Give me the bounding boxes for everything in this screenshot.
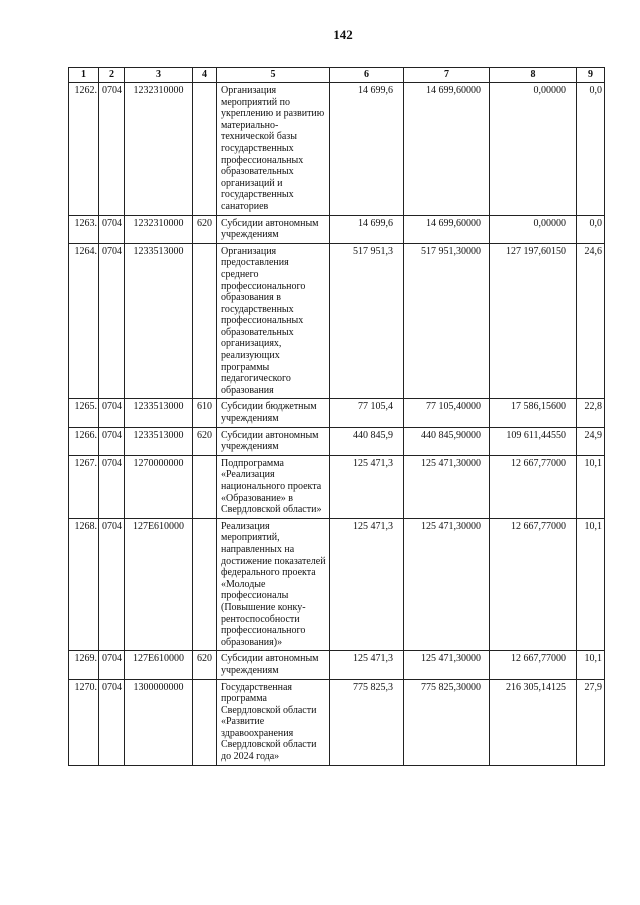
value-col6: 14 699,6 [330, 83, 404, 216]
item-name: Субсидии автономным учреждениям [217, 427, 330, 455]
expense-type: 620 [193, 427, 217, 455]
target-code: 127E610000 [125, 651, 193, 679]
value-col6: 125 471,3 [330, 518, 404, 651]
row-number: 1263. [69, 215, 99, 243]
section-code: 0704 [99, 651, 125, 679]
value-col6: 77 105,4 [330, 399, 404, 427]
section-code: 0704 [99, 455, 125, 518]
table-row [69, 427, 605, 455]
percent-col9: 24,6 [577, 243, 605, 399]
section-code: 0704 [99, 215, 125, 243]
column-header: 7 [404, 68, 490, 83]
row-number: 1268. [69, 518, 99, 651]
table-row [69, 455, 605, 518]
item-name: Реализация мероприятий, направленных на достижение показателей федерального проекта «Молодые профессионалы (Повышение конку-рентоспособности профессионального образования)» [217, 518, 330, 651]
value-col6: 14 699,6 [330, 215, 404, 243]
column-header: 8 [490, 68, 577, 83]
item-name: Субсидии бюджетным учреждениям [217, 399, 330, 427]
expense-type: 620 [193, 215, 217, 243]
table-row [69, 518, 605, 651]
expense-type [193, 83, 217, 216]
header-row [69, 68, 605, 83]
section-code: 0704 [99, 427, 125, 455]
row-number: 1262. [69, 83, 99, 216]
section-code: 0704 [99, 679, 125, 765]
value-col7: 125 471,30000 [404, 651, 490, 679]
column-header: 1 [69, 68, 99, 83]
target-code: 1270000000 [125, 455, 193, 518]
value-col7: 440 845,90000 [404, 427, 490, 455]
column-header: 2 [99, 68, 125, 83]
value-col8: 12 667,77000 [490, 651, 577, 679]
table-row [69, 215, 605, 243]
item-name: Государственная программа Свердловской области «Развитие здравоохранения Свердловской области до 2024 года» [217, 679, 330, 765]
value-col6: 440 845,9 [330, 427, 404, 455]
budget-table [68, 67, 605, 766]
page-number: 142 [333, 27, 353, 42]
expense-type [193, 518, 217, 651]
value-col6: 125 471,3 [330, 455, 404, 518]
target-code: 1233513000 [125, 243, 193, 399]
section-code: 0704 [99, 83, 125, 216]
item-name: Подпрограмма «Реализация национального проекта «Образование» в Свердловской области» [217, 455, 330, 518]
row-number: 1266. [69, 427, 99, 455]
expense-type [193, 455, 217, 518]
item-name: Субсидии автономным учреждениям [217, 651, 330, 679]
percent-col9: 10,1 [577, 651, 605, 679]
column-header: 9 [577, 68, 605, 83]
value-col7: 14 699,60000 [404, 83, 490, 216]
percent-col9: 0,0 [577, 83, 605, 216]
table-row [69, 83, 605, 216]
target-code: 1300000000 [125, 679, 193, 765]
value-col8: 0,00000 [490, 83, 577, 216]
percent-col9: 10,1 [577, 455, 605, 518]
item-name: Субсидии автономным учреждениям [217, 215, 330, 243]
percent-col9: 10,1 [577, 518, 605, 651]
section-code: 0704 [99, 399, 125, 427]
target-code: 127E610000 [125, 518, 193, 651]
expense-type [193, 243, 217, 399]
value-col8: 216 305,14125 [490, 679, 577, 765]
row-number: 1267. [69, 455, 99, 518]
table-row [69, 651, 605, 679]
value-col8: 127 197,60150 [490, 243, 577, 399]
section-code: 0704 [99, 243, 125, 399]
value-col7: 14 699,60000 [404, 215, 490, 243]
percent-col9: 27,9 [577, 679, 605, 765]
row-number: 1264. [69, 243, 99, 399]
table-row [69, 243, 605, 399]
row-number: 1269. [69, 651, 99, 679]
row-number: 1270. [69, 679, 99, 765]
value-col7: 77 105,40000 [404, 399, 490, 427]
item-name: Организация мероприятий по укреплению и развитию материально-технической базы государственных профессиональных образовательных организаций и государственных санаториев [217, 83, 330, 216]
value-col8: 109 611,44550 [490, 427, 577, 455]
item-name: Организация предоставления среднего профессионального образования в государственных профессиональных образовательных организациях, реализующих программы педагогического образования [217, 243, 330, 399]
value-col6: 517 951,3 [330, 243, 404, 399]
expense-type: 620 [193, 651, 217, 679]
expense-type [193, 679, 217, 765]
percent-col9: 22,8 [577, 399, 605, 427]
target-code: 1232310000 [125, 83, 193, 216]
value-col7: 775 825,30000 [404, 679, 490, 765]
target-code: 1233513000 [125, 399, 193, 427]
column-header: 4 [193, 68, 217, 83]
column-header: 3 [125, 68, 193, 83]
table-row [69, 679, 605, 765]
row-number: 1265. [69, 399, 99, 427]
expense-type: 610 [193, 399, 217, 427]
value-col6: 775 825,3 [330, 679, 404, 765]
value-col8: 0,00000 [490, 215, 577, 243]
value-col8: 12 667,77000 [490, 455, 577, 518]
value-col7: 125 471,30000 [404, 455, 490, 518]
target-code: 1232310000 [125, 215, 193, 243]
table-row [69, 399, 605, 427]
percent-col9: 24,9 [577, 427, 605, 455]
percent-col9: 0,0 [577, 215, 605, 243]
target-code: 1233513000 [125, 427, 193, 455]
value-col7: 517 951,30000 [404, 243, 490, 399]
section-code: 0704 [99, 518, 125, 651]
value-col8: 17 586,15600 [490, 399, 577, 427]
value-col8: 12 667,77000 [490, 518, 577, 651]
column-header: 5 [217, 68, 330, 83]
column-header: 6 [330, 68, 404, 83]
value-col7: 125 471,30000 [404, 518, 490, 651]
value-col6: 125 471,3 [330, 651, 404, 679]
